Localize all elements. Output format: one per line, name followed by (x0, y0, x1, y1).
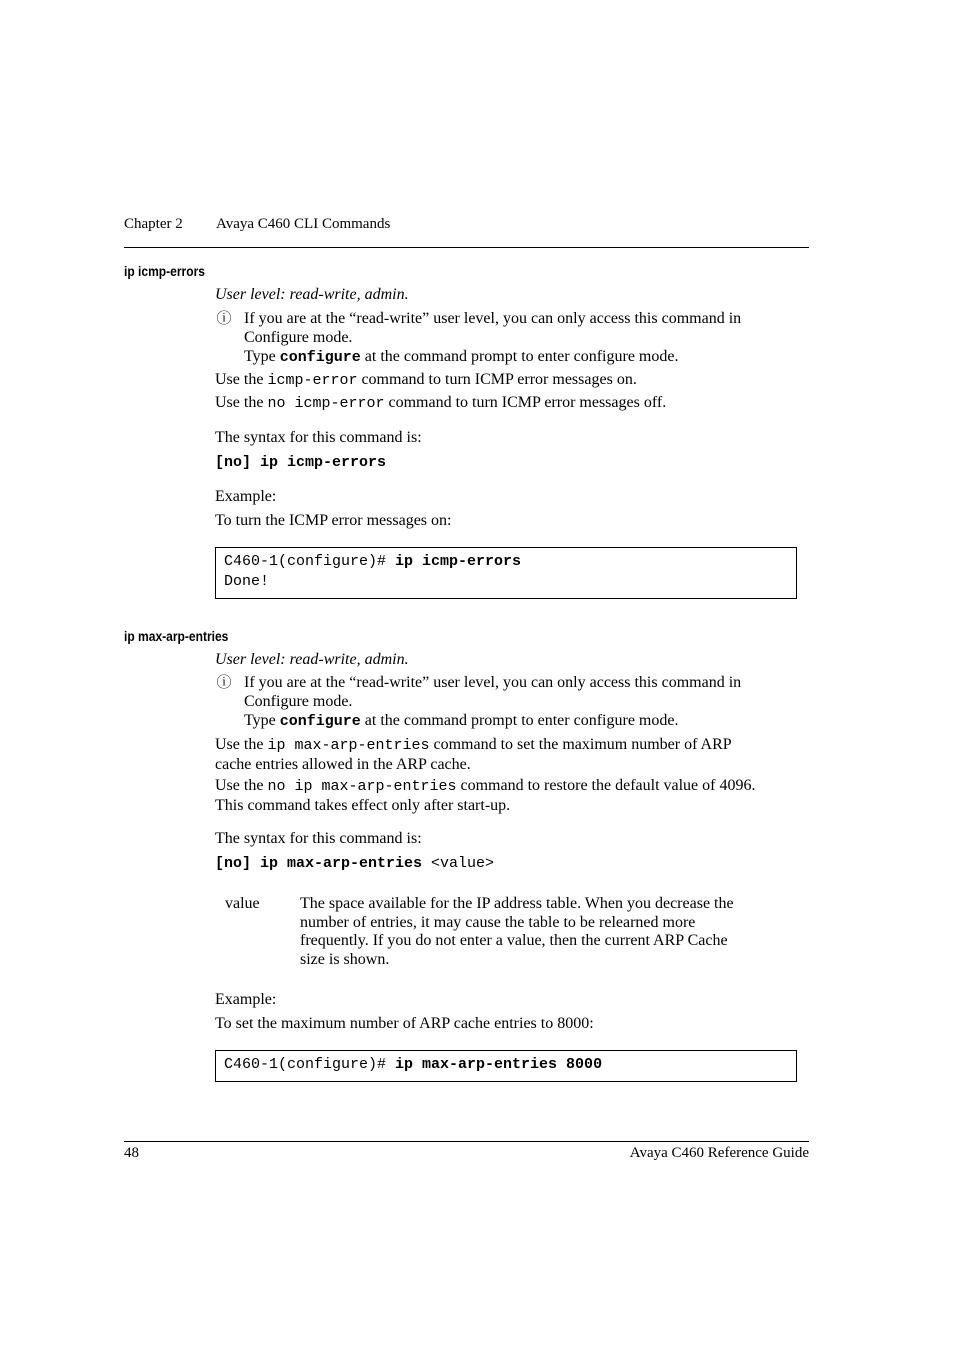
syntax-line: [no] ip max-arp-entries <value> (215, 855, 495, 872)
syntax-intro: The syntax for this command is: (215, 830, 422, 847)
page-number: 48 (124, 1145, 139, 1161)
info-icon: ⓘ (216, 673, 232, 691)
note-line: If you are at the “read-write” user level, you can only access this command in (244, 310, 742, 327)
use-off-paragraph: Use the no icmp-error command to turn ICMP error messages off. (215, 394, 667, 412)
note-line: If you are at the “read-write” user level, you can only access this command in (244, 674, 742, 691)
configure-command: configure (279, 349, 361, 366)
info-icon: ⓘ (216, 309, 232, 327)
note-line: Configure mode. (244, 693, 353, 710)
configure-command: configure (279, 713, 361, 730)
note-block (244, 673, 804, 731)
section-heading-ip-icmp-errors: ip icmp-errors (124, 263, 205, 279)
inline-command: no ip max-arp-entries (267, 778, 457, 795)
syntax-line: [no] ip icmp-errors (215, 454, 387, 471)
parameter-description: The space available for the IP address table. When you decrease the number of entries, it may cause the table to be relearned more frequently. If you do not enter a value, then the current ARP Cache size is shown. (300, 895, 734, 968)
code-output: Done! (224, 573, 270, 590)
code-line: C460-1(configure)# ip icmp-errors (224, 553, 522, 570)
use-set-paragraph: Use the ip max-arp-entries command to set the maximum number of ARP cache entries allowed in the ARP cache. (215, 736, 732, 773)
inline-command: ip max-arp-entries (267, 737, 430, 754)
example-label: Example: (215, 991, 277, 1008)
example-description: To turn the ICMP error messages on: (215, 512, 452, 529)
user-level: User level: read-write, admin. (215, 651, 409, 668)
note-line: Configure mode. (244, 329, 353, 346)
header-rule (124, 247, 809, 248)
footer-rule (124, 1141, 809, 1142)
use-on-paragraph: Use the icmp-error command to turn ICMP error messages on. (215, 371, 637, 389)
example-label: Example: (215, 488, 277, 505)
inline-command: no icmp-error (267, 395, 385, 412)
inline-command: icmp-error (267, 372, 358, 389)
note-block (244, 309, 804, 367)
syntax-intro: The syntax for this command is: (215, 429, 422, 446)
use-restore-paragraph: Use the no ip max-arp-entries command to restore the default value of 4096. This command takes effect only after start-up. (215, 777, 756, 814)
note-type-line: Type configure at the command prompt to enter configure mode. (244, 348, 679, 366)
guide-title: Avaya C460 Reference Guide (629, 1145, 809, 1161)
section-heading-ip-max-arp-entries: ip max-arp-entries (124, 628, 229, 644)
code-line: C460-1(configure)# ip max-arp-entries 8000 (224, 1056, 603, 1073)
user-level: User level: read-write, admin. (215, 286, 409, 303)
syntax-parameter: <value> (422, 855, 495, 872)
example-description: To set the maximum number of ARP cache entries to 8000: (215, 1015, 594, 1032)
code-example-box (215, 547, 797, 599)
note-type-line: Type configure at the command prompt to enter configure mode. (244, 712, 679, 730)
chapter-title: Avaya C460 CLI Commands (216, 216, 391, 232)
chapter-label: Chapter 2 (124, 216, 183, 232)
parameter-name: value (225, 895, 260, 912)
code-example-box (215, 1050, 797, 1082)
